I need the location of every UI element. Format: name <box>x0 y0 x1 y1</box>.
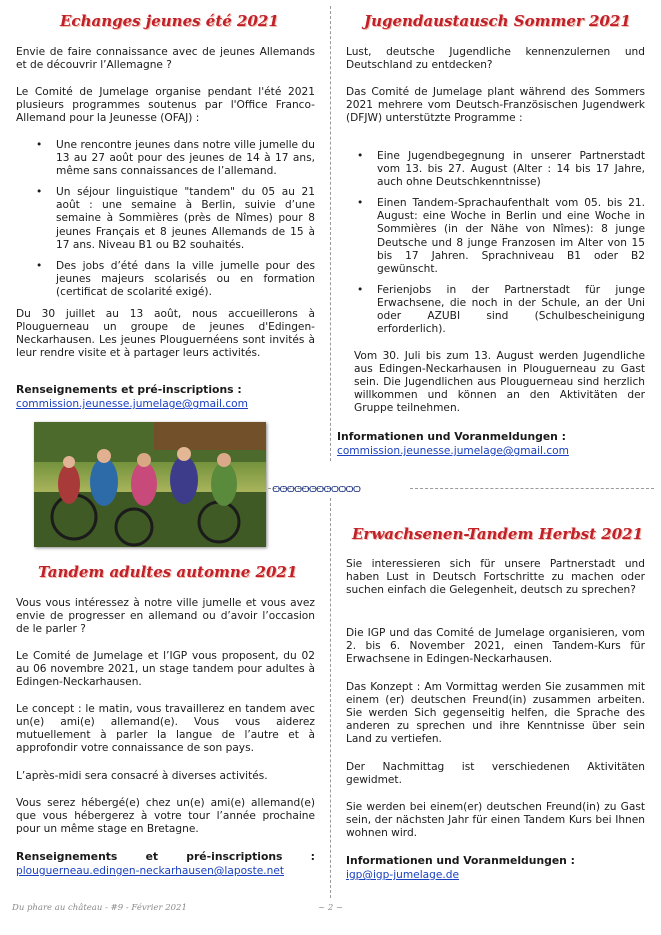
section-title-erwachsenen-tandem: Erwachsenen-Tandem Herbst 2021 <box>352 525 644 543</box>
intro-paragraph: Vous vous intéressez à notre ville jumelle et vous avez envie de progresser en allemand ou d’avoir l’occasion de le parler ? <box>16 597 315 636</box>
list-item: • Des jobs d’été dans la ville jumelle pour des jeunes majeurs scolarisés ou en formation (certificat de scolarité exigé). <box>36 259 315 298</box>
intro-paragraph: Lust, deutsche Jugendliche kennenzulernen und Deutschland zu entdecken? <box>346 46 645 72</box>
list-item: • Einen Tandem-Sprachaufenthalt vom 05. bis 21. August: eine Woche in Berlin und eine Woche in Sommières (in der Nähe von Nîmes): 8 junge Deutsche und 8 junge Franzosen im Alter von 15 bis 17 Jahren. Sprachniveau B1 oder B2 gewünscht. <box>357 197 645 275</box>
email-link[interactable]: igp@igp-jumelage.de <box>346 869 459 881</box>
group-photo <box>34 422 266 547</box>
section-title-jugendaustausch: Jugendaustausch Sommer 2021 <box>364 12 631 30</box>
program-paragraph: Le Comité de Jumelage organise pendant l'été 2021 plusieurs programmes soutenus par l'Office Franco-Allemand pour la Jeunesse (OFAJ) : <box>16 86 315 125</box>
email-link[interactable]: plouguerneau.edingen-neckarhausen@laposte.net <box>16 865 284 877</box>
section-title-tandem-adultes: Tandem adultes automne 2021 <box>38 563 298 581</box>
list-item: • Eine Jugendbegegnung in unserer Partnerstadt vom 13. bis 27. August (Alter : 14 bis 17 Jahre, auch ohne Deutschkenntnisse) <box>357 150 645 189</box>
program-list <box>36 139 315 299</box>
afternoon-paragraph: Der Nachmittag ist verschiedenen Aktivitäten gewidmet. <box>346 761 645 787</box>
email-link[interactable]: commission.jeunesse.jumelage@gmail.com <box>337 445 569 457</box>
program-paragraph: Das Comité de Jumelage plant während des Sommers 2021 mehrere vom Deutsch-Französischen Jugendwerk (DFJW) unterstützte Programme : <box>346 86 645 125</box>
intro-paragraph: Sie interessieren sich für unsere Partnerstadt und haben Lust in Deutsch Fortschritte zu machen oder suchen einfach die Gelegenheit, deutsch zu sprechen? <box>346 558 645 597</box>
info-label: Informationen und Voranmeldungen : <box>337 430 566 443</box>
info-label: Renseignements et pré-inscriptions : <box>16 383 242 396</box>
host-paragraph: Du 30 juillet au 13 août, nous accueillerons à Plouguerneau un groupe de jeunes d'Edingen-Neckarhausen. Les jeunes Plouguernéens sont invités à leur rendre visite et à partager leurs activités. <box>16 308 315 360</box>
group-photo-illustration <box>34 422 266 547</box>
footer-publication: Du phare au château - #9 - Février 2021 <box>12 903 187 913</box>
footer-page-number: ~ 2 ~ <box>318 903 344 913</box>
horizontal-divider-right <box>410 488 654 489</box>
afternoon-paragraph: L’après-midi sera consacré à diverses activités. <box>16 770 268 782</box>
program-list <box>357 150 645 336</box>
accommodation-paragraph: Sie werden bei einem(er) deutschen Freund(in) zu Gast sein, der nächsten Jahr für einen Tandem Kurs bei Ihnen wohnen wird. <box>346 801 645 840</box>
dates-paragraph: Die IGP und das Comité de Jumelage organisieren, vom 2. bis 6. November 2021, einen Tandem-Kurs für Erwachsene in Edingen-Neckarhausen. <box>346 627 645 666</box>
info-label: Informationen und Voranmeldungen : <box>346 854 575 867</box>
host-paragraph: Vom 30. Juli bis zum 13. August werden Jugendliche aus Edingen-Neckarhausen in Plouguerneau zu Gast sein. Die Jugendlichen aus Plouguerneau sind herzlich willkommen und können an den Aktivitäten der Gruppe teilnehmen. <box>354 350 645 415</box>
info-label: Renseignements et pré-inscriptions : <box>16 850 315 863</box>
list-item: • Ferienjobs in der Partnerstadt für junge Erwachsene, die noch in der Schule, an der Uni oder AZUBI sind (Schulbescheinigung erforderlich). <box>357 283 645 336</box>
section-title-echanges-jeunes: Echanges jeunes été 2021 <box>60 12 279 30</box>
list-item: • Une rencontre jeunes dans notre ville jumelle du 13 au 27 août pour des jeunes de 14 à 17 ans, même sans connaissances de l’allemand. <box>36 139 315 178</box>
accommodation-paragraph: Vous serez hébergé(e) chez un(e) ami(e) allemand(e) que vous hébergerez à votre tour l’année prochaine pour un même stage en Bretagne. <box>16 797 315 836</box>
intro-paragraph: Envie de faire connaissance avec de jeunes Allemands et de découvrir l’Allemagne ? <box>16 46 315 72</box>
ornament-divider: ѻѻѻѻѻѻѻѻѻѻѻѻ <box>272 482 361 495</box>
vertical-divider-bottom <box>330 498 331 898</box>
dates-paragraph: Le Comité de Jumelage et l’IGP vous proposent, du 02 au 06 novembre 2021, un stage tandem pour adultes à Edingen-Neckarhausen. <box>16 650 315 689</box>
email-link[interactable]: commission.jeunesse.jumelage@gmail.com <box>16 398 248 410</box>
list-item: • Un séjour linguistique "tandem" du 05 au 21 août : une semaine à Berlin, suivie d’une semaine à Sommières (près de Nîmes) pour 8 jeunes Français et 8 jeunes Allemands de 15 à 17 ans. Niveau B1 ou B2 souhaités. <box>36 186 315 251</box>
concept-paragraph: Das Konzept : Am Vormittag werden Sie zusammen mit einem (er) deutschen Freund(in) zusammen arbeiten. Sie werden Sich gegenseitig helfen, die Sprache des anderen zu sprechen und ihre Kenntnisse über sein Land zu vertiefen. <box>346 681 645 746</box>
concept-paragraph: Le concept : le matin, vous travaillerez en tandem avec un(e) ami(e) allemand(e). Vous vous aiderez mutuellement à parler la langue de l’autre et à approfondir votre connaissance de son pays. <box>16 703 315 755</box>
vertical-divider-top <box>330 6 331 461</box>
